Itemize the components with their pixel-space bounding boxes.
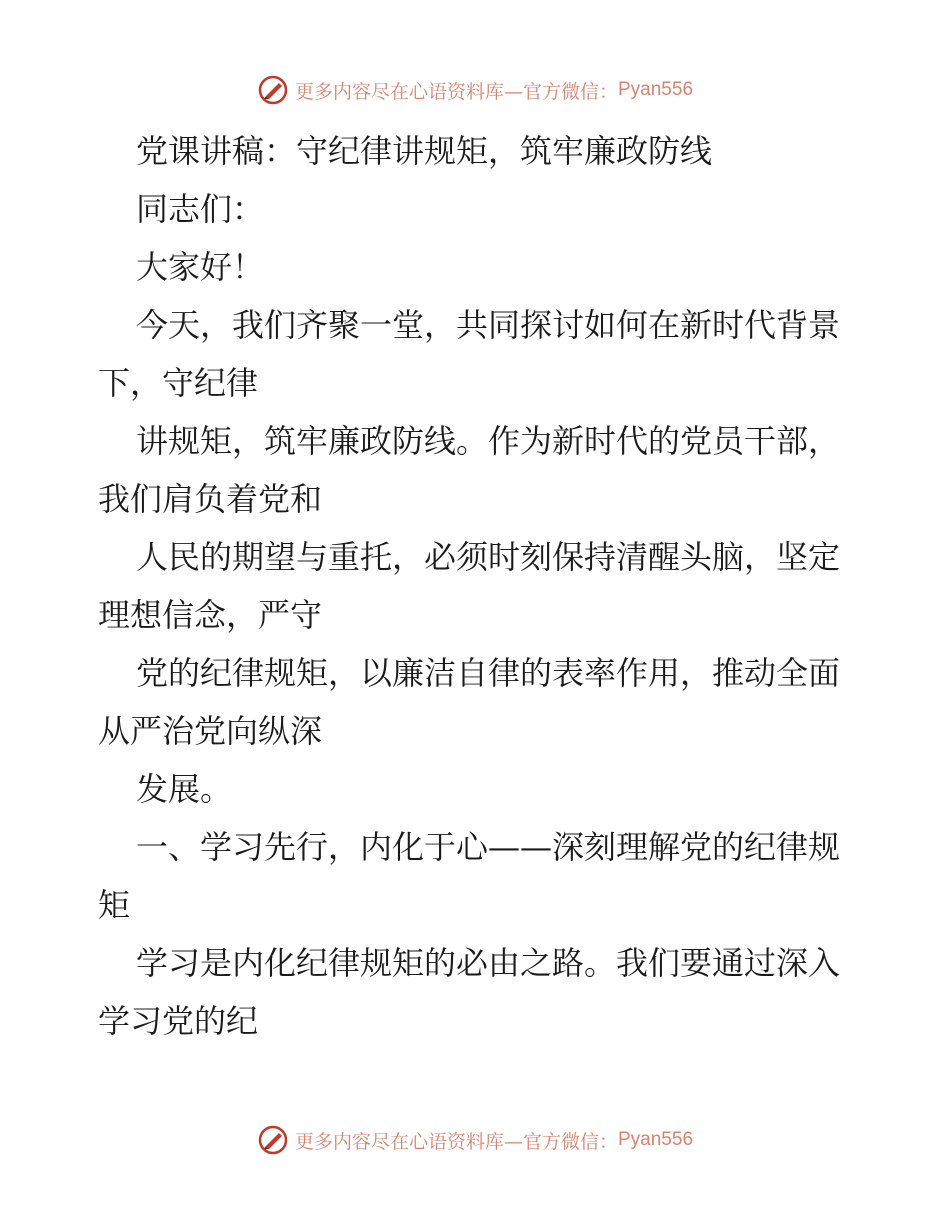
section-heading: 一、学习先行，内化于心——深刻理解党的纪律规矩 [98,828,841,924]
watermark-text: 更多内容尽在心语资料库—官方微信： [294,1130,618,1153]
paragraph: 今天，我们齐聚一堂，共同探讨如何在新时代背景下，守纪律 [98,306,841,402]
paragraph: 人民的期望与重托，必须时刻保持清醒头脑，坚定理想信念，严守 [98,538,841,634]
document-body [98,122,858,1050]
paragraph: 讲规矩，筑牢廉政防线。作为新时代的党员干部，我们肩负着党和 [98,422,841,518]
paragraph: 学习是内化纪律规矩的必由之路。我们要通过深入学习党的纪 [98,944,841,1040]
watermark-wechat-id: Pyan556 [618,79,694,100]
watermark-footer [0,1120,950,1160]
paragraph: 大家好！ [136,248,265,286]
watermark-text: 更多内容尽在心语资料库—官方微信： [294,80,618,103]
paragraph: 党的纪律规矩，以廉洁自律的表率作用，推动全面从严治党向纵深 [98,654,841,750]
watermark-header [0,70,950,110]
watermark-wechat-id: Pyan556 [618,1129,694,1150]
paragraph: 发展。 [136,770,233,808]
pen-logo-icon [257,1124,289,1156]
paragraph: 同志们： [136,190,265,228]
pen-logo-icon [257,74,289,106]
document-title: 党课讲稿：守纪律讲规矩，筑牢廉政防线 [136,132,713,170]
